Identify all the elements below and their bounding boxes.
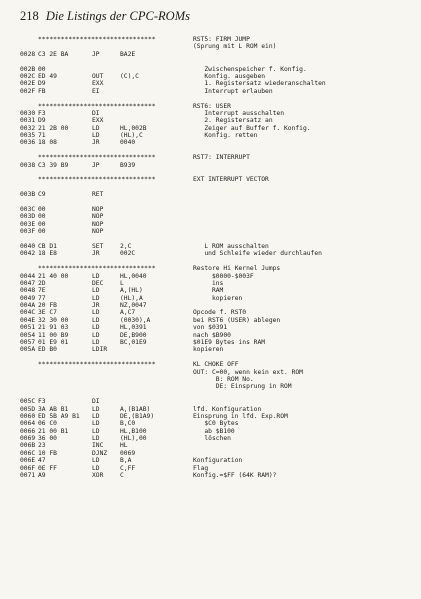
line-operand: DE,(B1A9) <box>120 412 155 420</box>
assembly-listing <box>20 36 410 479</box>
line-bytes: ******************************* <box>38 265 156 273</box>
line-mnemonic: LD <box>92 435 100 443</box>
line-comment: nach $B900 <box>193 331 231 339</box>
line-comment: ins <box>193 279 224 287</box>
line-mnemonic: JR <box>92 250 100 258</box>
listing-line <box>20 361 410 368</box>
line-address: 003E <box>20 220 36 228</box>
line-bytes: F3 <box>38 109 46 117</box>
line-mnemonic: LD <box>92 405 100 413</box>
line-mnemonic: LDIR <box>92 346 108 354</box>
line-address: 0032 <box>20 124 36 132</box>
line-address: 005C <box>20 398 36 406</box>
listing-line <box>20 184 410 191</box>
line-bytes: 23 <box>38 442 46 450</box>
listing-line <box>20 117 410 124</box>
listing-line <box>20 450 410 457</box>
line-bytes: C3 2E BA <box>38 50 69 58</box>
line-comment: Flag <box>193 464 209 472</box>
line-address: 003D <box>20 213 36 221</box>
listing-line <box>20 287 410 294</box>
listing-line <box>20 199 410 206</box>
line-mnemonic: LD <box>92 412 100 420</box>
line-bytes: 77 <box>38 294 46 302</box>
line-comment: L ROM ausschalten <box>193 242 269 250</box>
listing-line <box>20 265 410 272</box>
line-comment: von $0391 <box>193 324 228 332</box>
listing-line <box>20 250 410 257</box>
listing-line <box>20 295 410 302</box>
line-bytes: 00 <box>38 213 46 221</box>
line-mnemonic: LD <box>92 309 100 317</box>
line-comment: Konfig. ausgeben <box>193 72 266 80</box>
line-address: 002C <box>20 72 36 80</box>
line-address: 0057 <box>20 339 36 347</box>
line-address: 003B <box>20 191 36 199</box>
line-comment: Interrupt erlauben <box>193 87 273 95</box>
line-bytes: 36 00 <box>38 435 57 443</box>
listing-line <box>20 43 410 50</box>
line-comment: 2. Registersatz an <box>193 117 273 125</box>
listing-line <box>20 213 410 220</box>
line-bytes: FB <box>38 87 46 95</box>
line-comment: Restore Hi Kernel Jumps <box>193 265 281 273</box>
line-operand: B,A <box>120 457 132 465</box>
line-bytes: ED 5B A9 B1 <box>38 412 80 420</box>
listing-line <box>20 376 410 383</box>
line-mnemonic: LD <box>92 294 100 302</box>
line-address: 005D <box>20 405 36 413</box>
listing-line <box>20 191 410 198</box>
line-address: 0071 <box>20 472 36 480</box>
line-comment: 1. Registersatz wiederanschalten <box>193 80 326 88</box>
line-mnemonic: LD <box>92 420 100 428</box>
listing-line <box>20 280 410 287</box>
page-header <box>20 8 410 24</box>
line-bytes: 3E C7 <box>38 309 57 317</box>
line-mnemonic: DEC <box>92 279 104 287</box>
line-bytes: 00 <box>38 205 46 213</box>
line-address: 004A <box>20 302 36 310</box>
line-comment: Zeiger auf Buffer f. Konfig. <box>193 124 311 132</box>
line-comment: Opcode f. RST0 <box>193 309 247 317</box>
line-mnemonic: OUT <box>92 72 104 80</box>
line-bytes: 00 <box>38 65 46 73</box>
line-operand: A,(B1AB) <box>120 405 151 413</box>
line-mnemonic: LD <box>92 272 100 280</box>
line-comment: lfd. Konfiguration <box>193 405 262 413</box>
line-address: 003C <box>20 205 36 213</box>
line-operand: 002C <box>120 250 136 258</box>
line-bytes: 3A AB B1 <box>38 405 69 413</box>
line-address: 0038 <box>20 161 36 169</box>
line-comment: RST7: INTERRUPT <box>193 154 250 162</box>
listing-line <box>20 236 410 243</box>
line-mnemonic: JR <box>92 139 100 147</box>
line-operand: A,C7 <box>120 309 136 317</box>
listing-line <box>20 51 410 58</box>
line-address: 0030 <box>20 109 36 117</box>
line-mnemonic: LD <box>92 331 100 339</box>
line-operand: DE,B900 <box>120 331 147 339</box>
line-comment: EXT INTERRUPT VECTOR <box>193 176 269 184</box>
page-title: Die Listings der CPC-ROMs <box>45 9 190 23</box>
line-bytes: ED 49 <box>38 72 57 80</box>
line-operand: (HL),A <box>120 294 143 302</box>
line-bytes: 71 <box>38 132 46 140</box>
line-mnemonic: NOP <box>92 228 104 236</box>
line-operand: 0069 <box>120 449 136 457</box>
listing-line <box>20 147 410 154</box>
line-address: 0028 <box>20 50 36 58</box>
line-comment: DE: Einsprung in ROM <box>193 383 292 391</box>
listing-line <box>20 332 410 339</box>
line-address: 006E <box>20 457 36 465</box>
listing-line <box>20 258 410 265</box>
line-address: 0069 <box>20 435 36 443</box>
line-mnemonic: LD <box>92 427 100 435</box>
line-address: 0066 <box>20 427 36 435</box>
line-mnemonic: LD <box>92 464 100 472</box>
line-mnemonic: XOR <box>92 472 104 480</box>
line-comment: $0000-$003F <box>193 272 254 280</box>
line-comment: RAM <box>193 287 224 295</box>
listing-line <box>20 406 410 413</box>
line-mnemonic: LD <box>92 316 100 324</box>
listing-line <box>20 339 410 346</box>
line-mnemonic: EI <box>92 87 100 95</box>
line-operand: B,C0 <box>120 420 136 428</box>
listing-line <box>20 103 410 110</box>
line-operand: (C),C <box>120 72 139 80</box>
line-comment: RST5: FIRM JUMP <box>193 36 250 43</box>
line-bytes: ED B0 <box>38 346 57 354</box>
listing-line <box>20 58 410 65</box>
line-mnemonic: LD <box>92 457 100 465</box>
line-address: 0035 <box>20 132 36 140</box>
listing-line <box>20 457 410 464</box>
line-mnemonic: DJNZ <box>92 449 108 457</box>
listing-line <box>20 391 410 398</box>
line-bytes: 18 08 <box>38 139 57 147</box>
line-bytes: 0E FF <box>38 464 57 472</box>
listing-line <box>20 169 410 176</box>
line-address: 004C <box>20 309 36 317</box>
listing-line <box>20 176 410 183</box>
line-bytes: 7E <box>38 287 46 295</box>
listing-line <box>20 73 410 80</box>
line-comment: ab $B100 <box>193 427 235 435</box>
line-operand: 2,C <box>120 242 132 250</box>
line-operand: C,FF <box>120 464 136 472</box>
line-comment: KL CHOKE OFF <box>193 361 239 369</box>
listing-line <box>20 139 410 146</box>
line-comment: kopieren <box>193 294 243 302</box>
line-mnemonic: NOP <box>92 213 104 221</box>
line-bytes: 06 C0 <box>38 420 57 428</box>
line-mnemonic: INC <box>92 442 104 450</box>
line-address: 0048 <box>20 287 36 295</box>
line-comment: B: ROM No. <box>193 375 254 383</box>
listing-line <box>20 162 410 169</box>
line-address: 0044 <box>20 272 36 280</box>
line-operand: HL,0391 <box>120 324 147 332</box>
line-bytes: 20 FB <box>38 302 57 310</box>
line-bytes: ******************************* <box>38 154 156 162</box>
line-bytes: 10 FB <box>38 449 57 457</box>
line-mnemonic: EXX <box>92 80 104 88</box>
line-mnemonic: LD <box>92 124 100 132</box>
line-bytes: 2D <box>38 279 46 287</box>
line-operand: (0030),A <box>120 316 151 324</box>
line-bytes: ******************************* <box>38 361 156 369</box>
line-bytes: ******************************* <box>38 36 156 43</box>
listing-line <box>20 80 410 87</box>
listing-line <box>20 324 410 331</box>
line-address: 006B <box>20 442 36 450</box>
line-comment: $C0 Bytes <box>193 420 239 428</box>
line-comment: löschen <box>193 435 231 443</box>
line-mnemonic: SET <box>92 242 104 250</box>
line-comment: OUT: C=00, wenn kein ext. ROM <box>193 368 303 376</box>
listing-line <box>20 243 410 250</box>
listing-line <box>20 413 410 420</box>
listing-line <box>20 154 410 161</box>
line-bytes: 18 E8 <box>38 250 57 258</box>
line-operand: HL,0040 <box>120 272 147 280</box>
line-mnemonic: EXX <box>92 117 104 125</box>
listing-line <box>20 309 410 316</box>
listing-line <box>20 346 410 353</box>
line-bytes: A9 <box>38 472 46 480</box>
line-mnemonic: LD <box>92 132 100 140</box>
listing-line <box>20 110 410 117</box>
line-address: 002E <box>20 80 36 88</box>
listing-line <box>20 206 410 213</box>
line-bytes: F3 <box>38 398 46 406</box>
line-bytes: 32 30 00 <box>38 316 69 324</box>
line-bytes: CB D1 <box>38 242 57 250</box>
line-comment: Konfig.=$FF (64K RAM)? <box>193 472 277 480</box>
line-mnemonic: LD <box>92 287 100 295</box>
line-bytes: ******************************* <box>38 176 156 184</box>
listing-line <box>20 472 410 479</box>
listing-line <box>20 442 410 449</box>
line-mnemonic: DI <box>92 109 100 117</box>
listing-line <box>20 132 410 139</box>
line-mnemonic: JP <box>92 50 100 58</box>
line-address: 006F <box>20 464 36 472</box>
line-operand: BC,01E9 <box>120 339 147 347</box>
line-address: 0051 <box>20 324 36 332</box>
listing-line <box>20 125 410 132</box>
line-comment: kopieren <box>193 346 224 354</box>
line-bytes: 21 91 03 <box>38 324 69 332</box>
line-mnemonic: JP <box>92 161 100 169</box>
line-operand: (HL),C <box>120 132 143 140</box>
line-comment: RST6: USER <box>193 102 231 110</box>
line-bytes: 21 2B 00 <box>38 124 69 132</box>
line-address: 0064 <box>20 420 36 428</box>
listing-line <box>20 369 410 376</box>
listing-line <box>20 36 410 43</box>
line-operand: C <box>120 472 124 480</box>
listing-line <box>20 398 410 405</box>
listing-line <box>20 273 410 280</box>
line-operand: L <box>120 279 124 287</box>
line-operand: (HL),00 <box>120 435 147 443</box>
line-address: 0049 <box>20 294 36 302</box>
line-bytes: ******************************* <box>38 102 156 110</box>
line-comment: und Schleife wieder durchlaufen <box>193 250 322 258</box>
line-address: 0042 <box>20 250 36 258</box>
line-comment: Konfiguration <box>193 457 243 465</box>
listing-line <box>20 228 410 235</box>
line-bytes: 21 00 B1 <box>38 427 69 435</box>
line-address: 006C <box>20 449 36 457</box>
line-bytes: 11 00 B9 <box>38 331 69 339</box>
line-address: 002F <box>20 87 36 95</box>
listing-line <box>20 420 410 427</box>
line-bytes: 21 40 00 <box>38 272 69 280</box>
listing-line <box>20 465 410 472</box>
line-mnemonic: DI <box>92 398 100 406</box>
line-operand: A,(HL) <box>120 287 143 295</box>
line-mnemonic: LD <box>92 324 100 332</box>
line-comment: Einsprung in lfd. Exp.ROM <box>193 412 288 420</box>
line-mnemonic: NOP <box>92 205 104 213</box>
listing-line <box>20 302 410 309</box>
line-address: 005A <box>20 346 36 354</box>
line-comment: Interrupt ausschalten <box>193 109 284 117</box>
line-address: 003F <box>20 228 36 236</box>
line-operand: HL <box>120 442 128 450</box>
line-address: 002B <box>20 65 36 73</box>
line-address: 0031 <box>20 117 36 125</box>
listing-line <box>20 88 410 95</box>
line-address: 0036 <box>20 139 36 147</box>
listing-line <box>20 221 410 228</box>
line-bytes: 00 <box>38 220 46 228</box>
line-comment: Zwischenspeicher f. Konfig. <box>193 65 307 73</box>
line-operand: HL,B100 <box>120 427 147 435</box>
line-operand: BA2E <box>120 50 136 58</box>
line-address: 0047 <box>20 279 36 287</box>
line-comment: $01E9 Bytes ins RAM <box>193 339 266 347</box>
listing-line <box>20 354 410 361</box>
line-mnemonic: LD <box>92 339 100 347</box>
line-bytes: D9 <box>38 80 46 88</box>
listing-line <box>20 317 410 324</box>
line-bytes: C3 39 B9 <box>38 161 69 169</box>
line-operand: HL,002B <box>120 124 147 132</box>
line-address: 0060 <box>20 412 36 420</box>
line-bytes: 00 <box>38 228 46 236</box>
line-address: 0040 <box>20 242 36 250</box>
line-operand: 0040 <box>120 139 136 147</box>
listing-line <box>20 435 410 442</box>
line-address: 004E <box>20 316 36 324</box>
document-page <box>20 8 410 593</box>
listing-line <box>20 383 410 390</box>
line-operand: NZ,0047 <box>120 302 147 310</box>
line-operand: B939 <box>120 161 136 169</box>
listing-line <box>20 428 410 435</box>
listing-line <box>20 95 410 102</box>
line-mnemonic: RET <box>92 191 104 199</box>
page-number: 218 <box>20 9 39 23</box>
line-comment: bei RST6 (USER) ablegen <box>193 316 281 324</box>
line-comment: Konfig. retten <box>193 132 258 140</box>
listing-line <box>20 66 410 73</box>
line-bytes: D9 <box>38 117 46 125</box>
line-address: 0054 <box>20 331 36 339</box>
line-bytes: C9 <box>38 191 46 199</box>
line-mnemonic: NOP <box>92 220 104 228</box>
line-mnemonic: JR <box>92 302 100 310</box>
line-comment: (Sprung mit L ROM ein) <box>193 43 277 51</box>
line-bytes: 01 E9 01 <box>38 339 69 347</box>
line-bytes: 47 <box>38 457 46 465</box>
